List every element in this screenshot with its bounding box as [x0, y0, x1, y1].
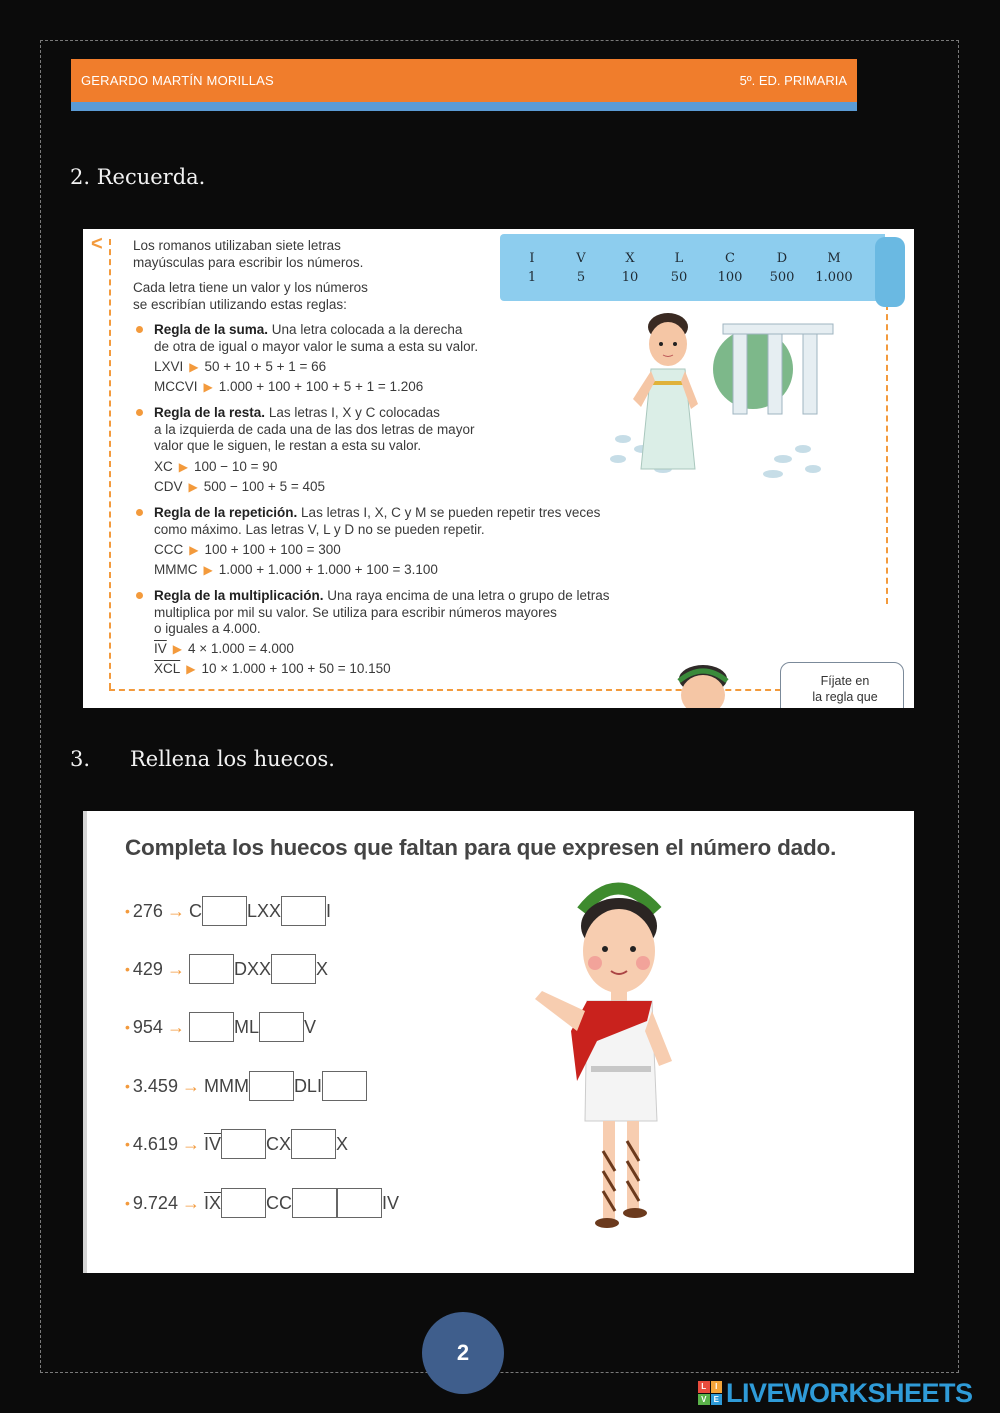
rule-bullet: [136, 409, 143, 416]
roman-letter: D: [776, 251, 788, 266]
example-roman: LXVI: [154, 359, 184, 374]
roman-fragment: V: [303, 1016, 316, 1037]
logo-letter: L: [698, 1381, 710, 1393]
roman-fragment: CX: [265, 1133, 291, 1154]
given-number: 276: [132, 900, 163, 921]
answer-input[interactable]: [221, 1129, 266, 1159]
roman-fragment: I: [325, 900, 331, 921]
given-number: 954: [132, 1016, 163, 1037]
logo-letter: V: [698, 1394, 710, 1406]
rule-bullet: [136, 509, 143, 516]
roman-fragment: X: [315, 958, 328, 979]
answer-input[interactable]: [189, 1012, 234, 1042]
given-number: 429: [132, 958, 163, 979]
given-number: 3.459: [132, 1075, 178, 1096]
given-number: 9.724: [132, 1192, 178, 1213]
answer-input[interactable]: [249, 1071, 294, 1101]
bullet-icon: •: [125, 961, 130, 977]
rule-example: [154, 479, 325, 494]
bullet-icon: •: [125, 903, 130, 919]
rule-text: a la izquierda de cada una de las dos letras de mayor: [154, 421, 475, 437]
answer-input[interactable]: [189, 954, 234, 984]
scroll-roll: [875, 237, 905, 307]
play-arrow-icon: ▶: [178, 460, 188, 474]
arrow-icon: →: [181, 1075, 200, 1096]
play-arrow-icon: ▶: [189, 543, 199, 557]
roman-fragment: C: [188, 900, 202, 921]
roman-value: 1: [527, 270, 537, 285]
example-roman: CCC: [154, 542, 184, 557]
exercise-row: [125, 1187, 399, 1219]
roman-fragment: CC: [265, 1192, 292, 1213]
answer-input[interactable]: [281, 896, 326, 926]
section-3-title: Rellena los huecos.: [130, 747, 335, 771]
header-grade: 5º. ED. PRIMARIA: [739, 73, 847, 88]
bubble-line: Fíjate en: [820, 674, 870, 688]
example-roman: XC: [154, 459, 173, 474]
play-arrow-icon: ▶: [203, 380, 213, 394]
answer-input[interactable]: [202, 896, 247, 926]
roman-letter: I: [529, 251, 535, 266]
exercise-row: [125, 895, 331, 927]
example-value: 10 × 1.000 + 100 + 50 = 10.150: [201, 661, 391, 676]
roman-values-scroll: [500, 234, 885, 301]
liveworksheets-brand[interactable]: [698, 1378, 973, 1408]
liveworksheets-wordmark: LIVEWORKSHEETS: [726, 1377, 973, 1408]
roman-fragment: LXX: [246, 900, 281, 921]
roman-fragment: $\overline{IX}$: [203, 1192, 221, 1213]
play-arrow-icon: ▶: [186, 662, 196, 676]
rule-example: [154, 379, 423, 394]
rule-subtraction: [154, 405, 474, 455]
rule-repetition: [154, 505, 600, 538]
given-number: 4.619: [132, 1133, 178, 1154]
roman-value: 10: [621, 270, 639, 285]
answer-input[interactable]: [292, 1188, 337, 1218]
logo-letter: I: [711, 1381, 723, 1393]
roman-fragment: DLI: [293, 1075, 322, 1096]
rule-text: Las letras I, X, C y M se pueden repetir tres veces: [297, 505, 601, 520]
example-value: 1.000 + 1.000 + 1.000 + 100 = 3.100: [218, 562, 438, 577]
intro-line: Los romanos utilizaban siete letras: [133, 238, 341, 253]
roman-rules-image: [83, 229, 914, 708]
rule-text: como máximo. Las letras V, L y D no se pueden repetir.: [154, 521, 485, 537]
arrow-icon: →: [166, 900, 185, 921]
play-arrow-icon: ▶: [203, 563, 213, 577]
example-roman: MMMC: [154, 562, 198, 577]
example-value: 4 × 1.000 = 4.000: [188, 641, 294, 656]
arrow-icon: →: [181, 1133, 200, 1154]
rule-text: Una raya encima de una letra o grupo de letras: [323, 588, 610, 603]
roman-fragment: X: [335, 1133, 348, 1154]
rule-bullet: [136, 326, 143, 333]
answer-input[interactable]: [221, 1188, 266, 1218]
speech-bubble-text: [795, 673, 895, 705]
exercise-panel: [83, 811, 914, 1273]
roman-value: 1.000: [815, 270, 853, 285]
rule-text: Una letra colocada a la derecha: [268, 322, 463, 337]
answer-input[interactable]: [337, 1188, 382, 1218]
rule-example: [154, 641, 294, 656]
exercise-title: Completa los huecos que faltan para que expresen el número dado.: [125, 835, 837, 860]
roman-value: 100: [717, 270, 743, 285]
rule-title: Regla de la suma.: [154, 322, 269, 337]
intro-line: Cada letra tiene un valor y los números: [133, 280, 368, 295]
roman-boy-head-illustration: [668, 661, 738, 708]
roman-letter: M: [827, 251, 841, 266]
bubble-line: la regla que: [812, 690, 878, 704]
roman-boy-illustration: [507, 871, 707, 1251]
roman-fragment: MMM: [203, 1075, 249, 1096]
example-value: 1.000 + 100 + 100 + 5 + 1 = 1.206: [218, 379, 424, 394]
rule-example: [154, 359, 326, 374]
example-value: 500 − 100 + 5 = 405: [203, 479, 325, 494]
rule-multiplication: [154, 588, 609, 638]
rule-text: de otra de igual o mayor valor le suma a esta su valor.: [154, 338, 479, 354]
play-arrow-icon: ▶: [188, 480, 198, 494]
rule-text: multiplica por mil su valor. Se utiliza para escribir números mayores: [154, 604, 557, 620]
rule-title: Regla de la resta.: [154, 405, 266, 420]
roman-fragment: $\overline{IV}$: [203, 1133, 221, 1154]
header-author: GERARDO MARTÍN MORILLAS: [81, 73, 274, 88]
rule-bullet: [136, 592, 143, 599]
roman-letter: C: [725, 251, 735, 266]
exercise-row: [125, 1011, 316, 1043]
rule-text: valor que le siguen, le restan a esta su valor.: [154, 438, 422, 453]
example-roman: CDV: [154, 479, 183, 494]
rule-example: [154, 661, 391, 676]
example-roman: MCCVI: [154, 379, 198, 394]
page-number-badge: 2: [422, 1312, 504, 1394]
roman-value: 500: [769, 270, 795, 285]
rule-title: Regla de la repetición.: [154, 505, 298, 520]
answer-input[interactable]: [322, 1071, 367, 1101]
rule-text: o iguales a 4.000.: [154, 621, 261, 636]
dashed-border-right: [886, 304, 888, 604]
roman-fragment: ML: [233, 1016, 259, 1037]
intro-text: [133, 238, 363, 271]
rule-example: [154, 459, 277, 474]
liveworksheets-logo-icon: [698, 1381, 722, 1405]
example-value: 50 + 10 + 5 + 1 = 66: [204, 359, 327, 374]
bullet-icon: •: [125, 1019, 130, 1035]
bullet-icon: •: [125, 1136, 130, 1152]
rule-example: [154, 562, 438, 577]
roman-letter: V: [576, 251, 586, 266]
example-value: 100 − 10 = 90: [194, 459, 278, 474]
exercise-row: [125, 1128, 348, 1160]
answer-input[interactable]: [259, 1012, 304, 1042]
roman-fragment: IV: [381, 1192, 399, 1213]
roman-fragment: DXX: [233, 958, 271, 979]
play-arrow-icon: ▶: [189, 360, 199, 374]
header-blue-band: [71, 102, 857, 111]
section-3-number: 3.: [70, 747, 91, 771]
bullet-icon: •: [125, 1195, 130, 1211]
caret-icon: <: [91, 233, 103, 255]
rule-sum: [154, 322, 478, 355]
roman-value: 5: [576, 270, 586, 285]
rule-example: [154, 542, 341, 557]
intro-text-2: [133, 280, 368, 313]
example-value: 100 + 100 + 100 = 300: [204, 542, 341, 557]
roman-girl-illustration: [603, 309, 843, 499]
roman-letter: X: [625, 251, 635, 266]
dashed-border-left: [109, 239, 111, 689]
intro-line: se escribían utilizando estas reglas:: [133, 296, 347, 312]
example-roman: $\overline{XCL}$: [154, 661, 181, 676]
answer-input[interactable]: [291, 1129, 336, 1159]
roman-letter: L: [674, 251, 684, 266]
arrow-icon: →: [166, 1016, 185, 1037]
arrow-icon: →: [166, 958, 185, 979]
page-header: [71, 59, 857, 111]
intro-line: mayúsculas para escribir los números.: [133, 254, 364, 270]
play-arrow-icon: ▶: [172, 642, 182, 656]
exercise-row: [125, 1070, 367, 1102]
bullet-icon: •: [125, 1078, 130, 1094]
answer-input[interactable]: [271, 954, 316, 984]
logo-letter: E: [711, 1394, 723, 1406]
roman-value: 50: [670, 270, 688, 285]
exercise-row: [125, 953, 328, 985]
example-roman: $\overline{IV}$: [154, 641, 167, 656]
arrow-icon: →: [181, 1192, 200, 1213]
rule-title: Regla de la multiplicación.: [154, 588, 324, 603]
section-2-title: 2. Recuerda.: [70, 165, 206, 189]
rule-text: Las letras I, X y C colocadas: [265, 405, 440, 420]
